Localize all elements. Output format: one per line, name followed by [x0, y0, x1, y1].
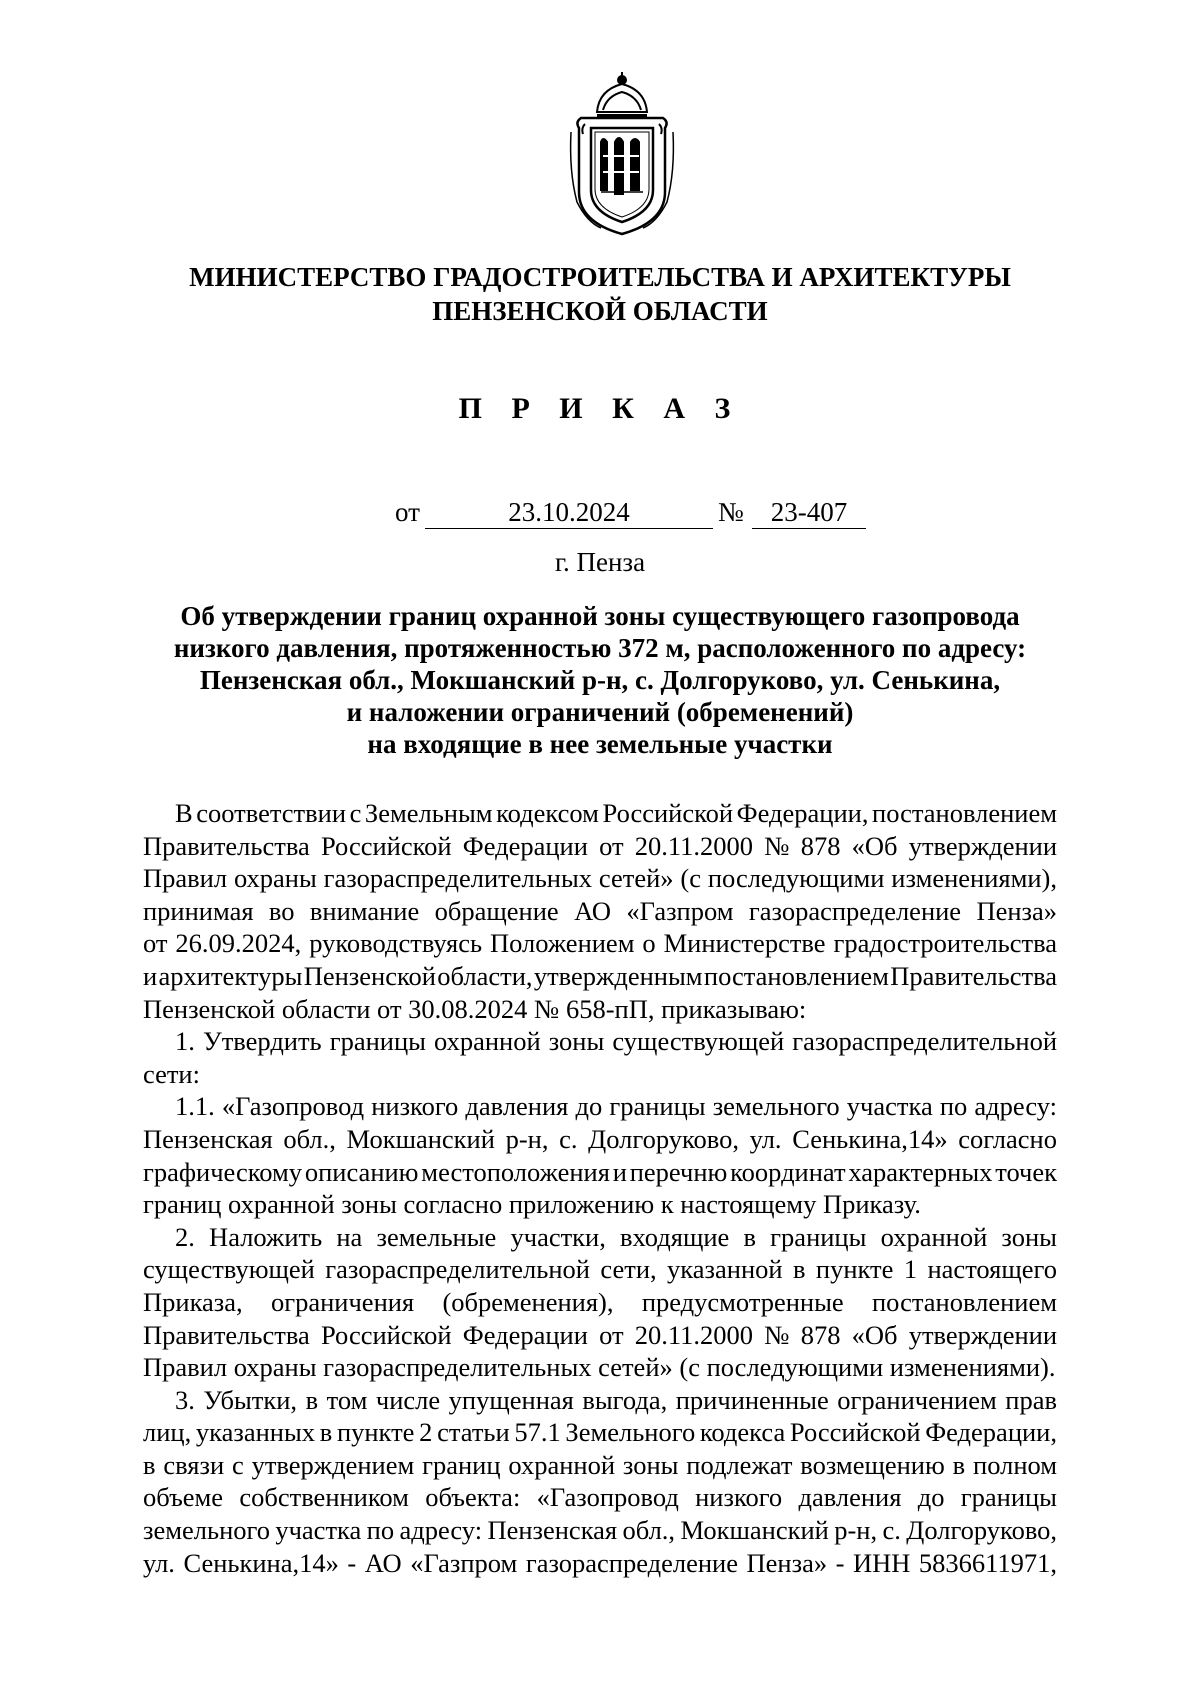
body-line: от 26.09.2024, руководствуясь Положением о Министерстве градостроительства	[143, 928, 1058, 959]
body-line: 1.1. «Газопровод низкого давления до границы земельного участка по адресу:	[175, 1091, 1057, 1122]
body-line: объеме собственником объекта: «Газопровод низкого давления до границы	[143, 1482, 1057, 1513]
document-type: П Р И К А З	[458, 392, 742, 425]
ministry-line-1: МИНИСТЕРСТВО ГРАДОСТРОИТЕЛЬСТВА И АРХИТЕКТУРЫ	[189, 262, 1011, 292]
body-line: графическому описанию местоположения и перечню координат характерных точек	[143, 1156, 1057, 1187]
ministry-line-2: ПЕНЗЕНСКОЙ ОБЛАСТИ	[432, 296, 768, 326]
number-label: №	[718, 497, 744, 527]
body-line: 3. Убытки, в том числе упущенная выгода, причиненные ограничением прав	[175, 1384, 1057, 1415]
subject-line: и наложении ограничений (обременений)	[346, 697, 854, 727]
body-line: ул. Сенькина,14» - АО «Газпром газораспределение Пенза» - ИНН 5836611971,	[143, 1547, 1058, 1578]
body-line: Правительства Российской Федерации от 20.11.2000 № 878 «Об утверждении	[143, 1319, 1058, 1350]
order-body	[143, 797, 1057, 1579]
body-line: в связи с утверждением границ охранной зоны подлежат возмещению в полном	[143, 1449, 1058, 1480]
body-line: границ охранной зоны согласно приложению к настоящему Приказу.	[143, 1189, 921, 1220]
body-line: Правил охраны газораспределительных сетей» (с последующими изменениями).	[143, 1352, 1056, 1383]
body-line: существующей газораспределительной сети, указанной в пункте 1 настоящего	[143, 1254, 1057, 1285]
body-line: лиц, указанных в пункте 2 статьи 57.1 Земельного кодекса Российской Федерации,	[143, 1417, 1057, 1448]
subject-line: на входящие в нее земельные участки	[367, 729, 833, 759]
body-line: 2. Наложить на земельные участки, входящие в границы охранной зоны	[175, 1221, 1057, 1252]
order-subject	[100, 600, 1100, 760]
body-line: принимая во внимание обращение АО «Газпром газораспределение Пенза»	[143, 895, 1058, 926]
body-line: Правил охраны газораспределительных сетей» (с последующими изменениями),	[143, 863, 1057, 894]
body-line: и архитектуры Пензенской области, утвержденным постановлением Правительства	[143, 960, 1057, 991]
subject-line: Пензенская обл., Мокшанский р-н, с. Долгоруково, ул. Сенькина,	[199, 665, 1001, 695]
dateline	[0, 497, 1200, 531]
subject-line: низкого давления, протяженностью 372 м, расположенного по адресу:	[173, 633, 1027, 663]
date-label: от	[395, 497, 420, 527]
body-line: 1. Утвердить границы охранной зоны существующей газораспределительной	[175, 1026, 1058, 1057]
body-line: сети:	[143, 1058, 200, 1089]
body-line: земельного участка по адресу: Пензенская обл., Мокшанский р-н, с. Долгоруково,	[143, 1515, 1058, 1546]
body-line: Правительства Российской Федерации от 20.11.2000 № 878 «Об утверждении	[143, 830, 1058, 861]
order-date: 23.10.2024	[425, 497, 713, 529]
order-number: 23-407	[752, 497, 866, 529]
body-line: Приказа, ограничения (обременения), предусмотренные постановлением	[143, 1286, 1057, 1317]
subject-line: Об утверждении границ охранной зоны существующего газопровода	[180, 601, 1020, 631]
city: г. Пенза	[554, 547, 646, 577]
body-line: Пензенская обл., Мокшанский р-н, с. Долгоруково, ул. Сенькина,14» согласно	[143, 1123, 1057, 1154]
coat-of-arms-icon	[567, 72, 677, 237]
ministry-name	[100, 260, 1100, 328]
body-line: Пензенской области от 30.08.2024 № 658-пП, приказываю:	[143, 993, 807, 1024]
body-line: В соответствии с Земельным кодексом Российской Федерации, постановлением	[175, 798, 1058, 828]
